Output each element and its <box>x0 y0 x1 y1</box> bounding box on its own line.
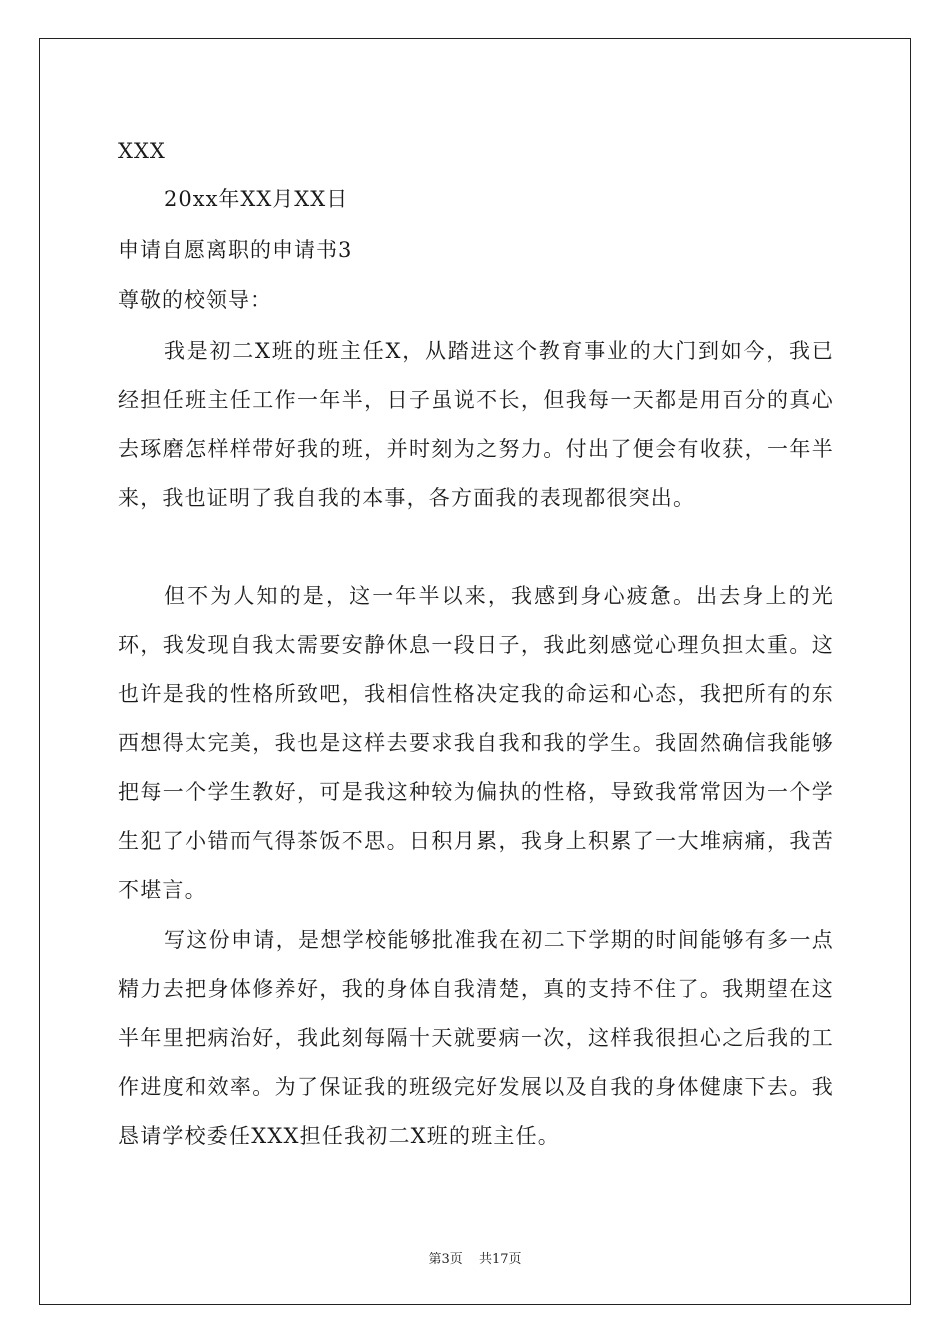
body-paragraph-2: 但不为人知的是，这一年半以来，我感到身心疲惫。出去身上的光环，我发现自我太需要安静休息一段日子，我此刻感觉心理负担太重。这也许是我的性格所致吧，我相信性格决定我的命运和心态，我把所有的东西想得太完美，我也是这样去要求我自我和我的学生。我固然确信我能够把每一个学生教好，可是我这种较为偏执的性格，导致我常常因为一个学生犯了小错而气得茶饭不思。日积月累，我身上积累了一大堆病痛，我苦不堪言。 <box>118 584 834 902</box>
body-paragraph-1: 我是初二X班的班主任X，从踏进这个教育事业的大门到如今，我已经担任班主任工作一年半，日子虽说不长，但我每一天都是用百分的真心去琢磨怎样样带好我的班，并时刻为之努力。付出了便会有收获，一年半来，我也证明了我自我的本事，各方面我的表现都很突出。 <box>118 339 834 510</box>
page-number: 第3页 <box>428 1252 463 1267</box>
document-title: 申请自愿离职的申请书3 <box>118 238 353 262</box>
body-paragraph-3: 写这份申请，是想学校能够批准我在初二下学期的时间能够有多一点精力去把身体修养好，我的身体自我清楚，真的支持不住了。我期望在这半年里把病治好，我此刻每隔十天就要病一次，这样我很担心之后我的工作进度和效率。为了保证我的班级完好发展以及自我的身体健康下去。我恳请学校委任XXX担任我初二X班的班主任。 <box>118 928 834 1148</box>
signature: XXX <box>118 139 166 163</box>
letter-date: 20xx年XX月XX日 <box>164 187 349 211</box>
page-footer <box>0 1248 950 1267</box>
page-total: 共17页 <box>478 1252 522 1267</box>
salutation: 尊敬的校领导： <box>118 288 272 312</box>
